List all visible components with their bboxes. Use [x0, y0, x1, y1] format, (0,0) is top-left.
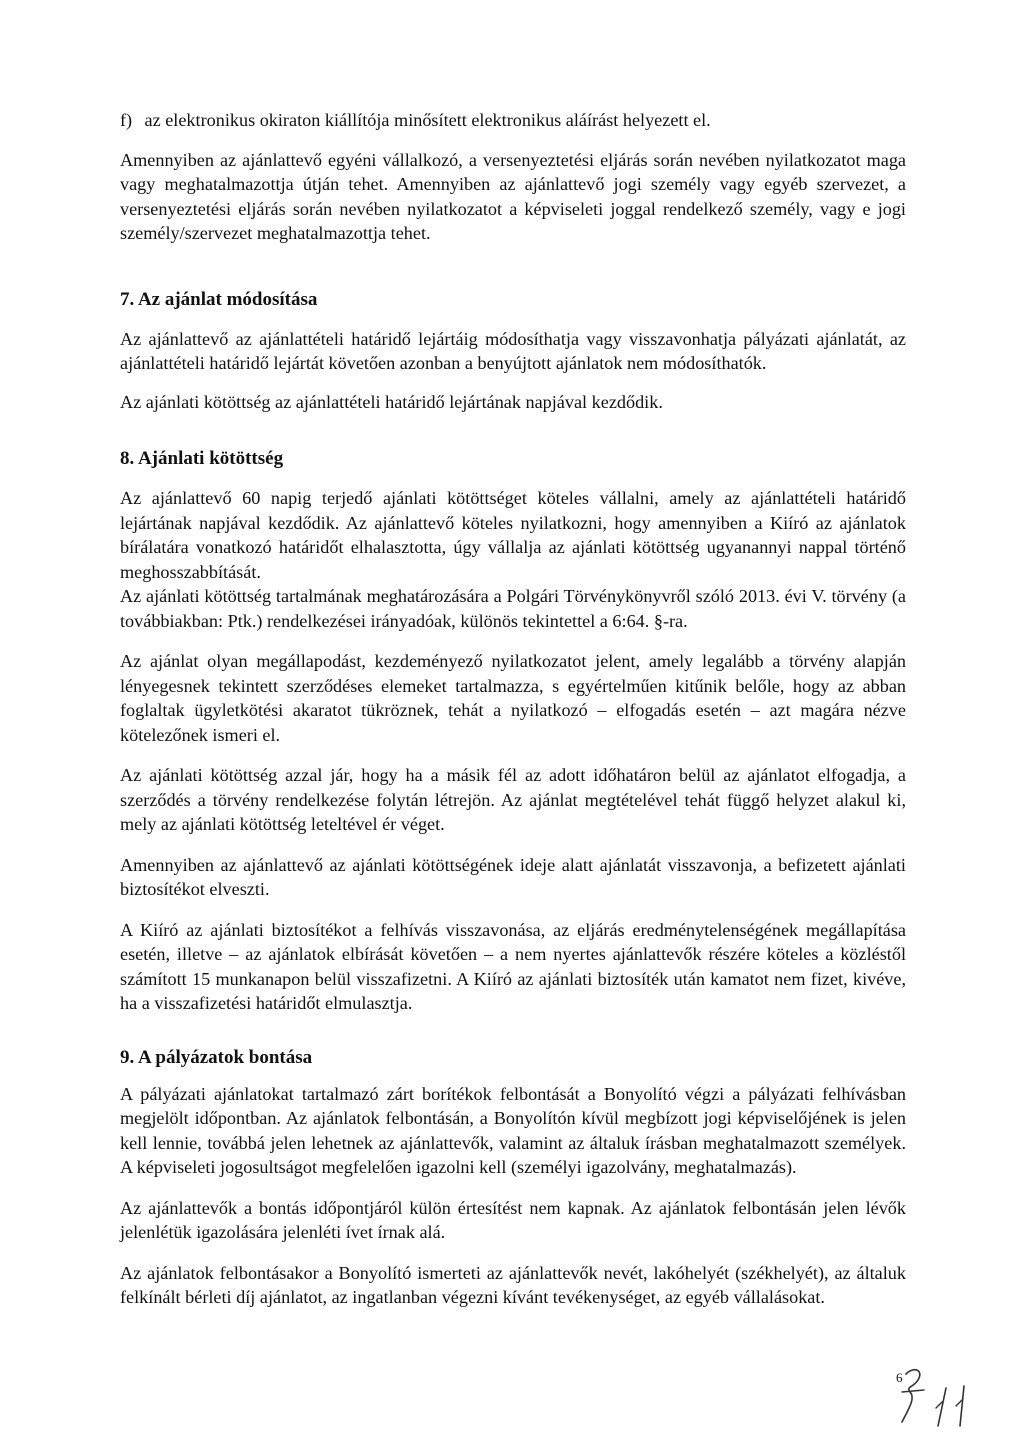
section-8-paragraph-1: Az ajánlattevő 60 napig terjedő ajánlati kötöttséget köteles vállalni, amely az ajánlattételi határidő lejártának napjával kezdődik. Az ajánlattevő köteles nyilatkozni, hogy amennyiben a Kiíró az ajánlatok bírálatára vonatkozó határidőt elhalasztotta, úgy vállalja az ajánlati kötöttség ugyanannyi nappal történő meghosszabbítását.: [120, 488, 906, 582]
document-page: [120, 108, 906, 1310]
section-8-paragraph-3: Az ajánlat olyan megállapodást, kezdeményező nyilatkozatot jelent, amely legalább a törvény alapján lényegesnek tekintett szerződéses elemeket tartalmazza, s egyértelműen kitűnik belőle, hogy az abban foglaltak ügyletkötési akaratot tükröznek, tehát a nyilatkozó – elfogadás esetén – azt magára nézve kötelezőnek ismeri el.: [120, 651, 906, 745]
list-item-text: az elektronikus okiraton kiállítója minősített elektronikus aláírást helyezett el.: [144, 110, 711, 130]
intro-paragraph: Amennyiben az ajánlattevő egyéni vállalkozó, a versenyeztetési eljárás során nevében nyilatkozatot maga vagy meghatalmazottja útján tehet. Amennyiben az ajánlattevő jogi személy vagy egyéb szervezet, a versenyeztetési eljárás során nevében nyilatkozatot a képviseleti joggal rendelkező személy, vagy e jogi személy/szervezet meghatalmazottja tehet.: [120, 149, 906, 243]
list-item-label: f): [120, 110, 133, 130]
section-9-heading: 9. A pályázatok bontása: [120, 1046, 313, 1068]
section-8-paragraph-2: Az ajánlati kötöttség tartalmának meghatározására a Polgári Törvénykönyvről szóló 2013. évi V. törvény (a továbbiakban: Ptk.) rendelkezései irányadóak, különös tekintettel a 6:64. §-ra.: [120, 586, 906, 631]
list-item-f: [120, 108, 906, 133]
section-8-paragraph-4: Az ajánlati kötöttség azzal jár, hogy ha a másik fél az adott időhatáron belül az ajánlatot elfogadja, a szerződés a törvény rendelkezése folytán létrejön. Az ajánlat megtételével tehát függő helyzet alakul ki, mely az ajánlati kötöttség leteltével ér véget.: [120, 765, 906, 834]
section-8-paragraph-6: A Kiíró az ajánlati biztosítékot a felhívás visszavonása, az eljárás eredménytelenségének megállapítása esetén, illetve – az ajánlatok elbírását követően – a nem nyertes ajánlattevők részére köteles a közléstől számított 15 munkanapon belül visszafizetni. A Kiíró az ajánlati biztosíték után kamatot nem fizet, kivéve, ha a visszafizetési határidőt elmulasztja.: [120, 919, 906, 1013]
section-7-paragraph-2: Az ajánlati kötöttség az ajánlattételi határidő lejártának napjával kezdődik.: [120, 391, 663, 412]
section-7-paragraph-1: Az ajánlattevő az ajánlattételi határidő lejártáig módosíthatja vagy visszavonhatja pályázati ajánlatát, az ajánlattételi határidő lejártát követően azonban a benyújtott ajánlatok nem módosíthatók.: [120, 328, 906, 373]
page-number: 6: [896, 1370, 903, 1385]
section-9-paragraph-2: Az ajánlattevők a bontás időpontjáról külön értesítést nem kapnak. Az ajánlatok felbontásán jelen lévők jelenlétük igazolására jelenléti ívet írnak alá.: [120, 1197, 906, 1242]
section-9-paragraph-1: A pályázati ajánlatokat tartalmazó zárt borítékok felbontását a Bonyolító végzi a pályázati felhívásban megjelölt időpontban. Az ajánlatok felbontásán, a Bonyolítón kívül megbízott jogi képviselőjének is jelen kell lennie, továbbá jelen lehetnek az ajánlattevők, valamint az általuk írásban meghatalmazott személyek. A képviseleti jogosultságot megfelelően igazolni kell (személyi igazolvány, meghatalmazás).: [120, 1083, 906, 1177]
section-9-paragraph-3: Az ajánlatok felbontásakor a Bonyolító ismerteti az ajánlattevők nevét, lakóhelyét (székhelyét), az általuk felkínált bérleti díj ajánlatot, az ingatlanban végezni kívánt tevékenységet, az egyéb vállalásokat.: [120, 1262, 906, 1307]
section-8-heading: 8. Ajánlati kötöttség: [120, 448, 284, 469]
section-7-heading: 7. Az ajánlat módosítása: [120, 288, 318, 310]
handwritten-initials-mark: [880, 1352, 990, 1432]
section-8-paragraph-5: Amennyiben az ajánlattevő az ajánlati kötöttségének ideje alatt ajánlatát visszavonja, a befizetett ajánlati biztosítékot elveszti.: [120, 854, 906, 899]
